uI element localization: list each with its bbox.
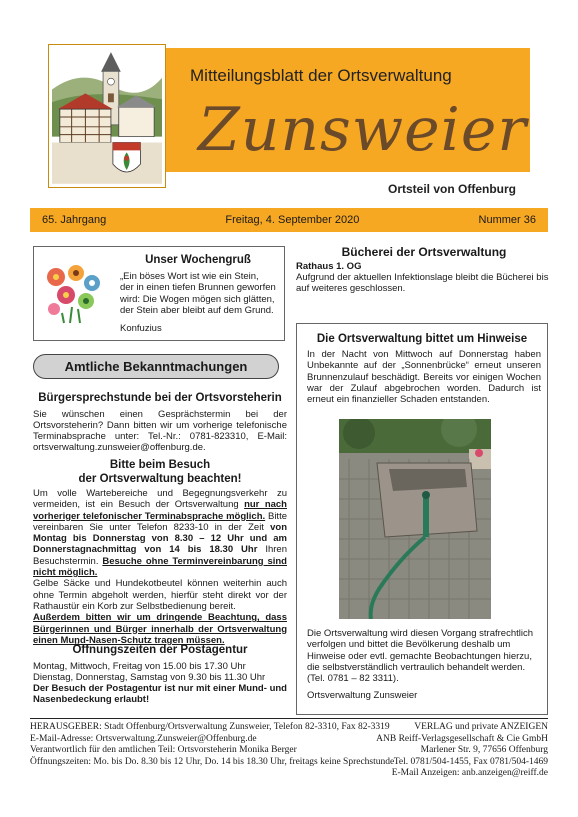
- damaged-fountain-photo: [339, 419, 491, 619]
- visit-notice-text: [33, 488, 287, 578]
- hint-request-box: [296, 323, 548, 715]
- saying-author: Konfuzius: [120, 323, 162, 334]
- visit-notice-hours-emphasis: von Montag bis Donnerstag von 8.30 – 12 Uhr und am Donnerstagnachmittag von 14 bis 18.30 Uhr: [33, 521, 287, 556]
- advertising-line: ANB Reiff-Verlagsgesellschaft & Cie GmbH: [376, 733, 548, 744]
- visit-notice-bags-text: Gelbe Säcke und Hundekotbeutel können weiterhin auch ohne Termin abgeholt werden, hierfür steht direkt vor der Rathaustür ein Korb zur Selbstbedienung bereit.: [33, 578, 287, 612]
- publisher-line: E-Mail-Adresse: Ortsverwaltung.Zunsweier@Offenburg.de: [30, 733, 257, 744]
- hint-signature: Ortsverwaltung Zunsweier: [307, 690, 418, 701]
- hint-text: In der Nacht von Mittwoch auf Donnerstag haben Unbekannte auf der „Sonnenbrücke“ erneut unseren Brunnenzulauf beschädigt. Bereits vor einigen Wochen war der Zulauf abgebrochen worden. Dadurch ist erneut ein finanzieller Schaden entstanden.: [307, 349, 541, 406]
- saying-line: der in einen tiefen Brunnen geworfen: [120, 282, 276, 294]
- saying-text: [120, 271, 282, 316]
- mayor-office-hours-text: Sie wünschen einen Gesprächstermin bei der Ortsvorsteherin? Dann bitten wir um vorherige telefonische Terminabsprache unter: Tel.-Nr.: 0781-823310, E-Mail: ortsverwaltung.zunsweier@offenburg.de.: [33, 408, 287, 454]
- visit-notice-appointment-emphasis: nur nach vorheriger telefonischer Terminabsprache möglich.: [33, 499, 287, 522]
- library-text: Aufgrund der aktuellen Infektionslage bleibt die Bücherei bis auf weiteres geschlossen.: [296, 272, 549, 295]
- masthead-district: Ortsteil von Offenburg: [387, 182, 516, 196]
- saying-line: der Stein aber bleibt auf dem Grund.: [120, 304, 274, 316]
- volume-label: 65. Jahrgang: [42, 214, 107, 226]
- weekly-saying-box: [33, 246, 285, 341]
- visit-notice-no-appointment-emphasis: Besuche ohne Terminvereinbarung sind nicht möglich.: [33, 555, 287, 579]
- visit-notice-mask-text: Außerdem bitten wir um dringende Beachtung, dass Bürgerinnen und Bürger innerhalb der Ortsverwaltung einen Mund-Nasen-Schutz tragen müssen.: [33, 612, 287, 646]
- hint-text-followup: Die Ortsverwaltung wird diesen Vorgang strafrechtlich verfolgen und bittet die Bevölkerung deshalb um Hinweise oder evtl. gemachte Beobachtungen hierzu, die selbstverständlich vertraulich behandelt werden. (Tel. 0781 – 82 3311).: [307, 628, 533, 685]
- advertising-line: Marlener Str. 9, 77656 Offenburg: [420, 745, 548, 755]
- issue-number: Nummer 36: [478, 214, 536, 226]
- village-crest-illustration: [48, 44, 166, 188]
- saying-title: Unser Wochengruß: [145, 254, 251, 266]
- issue-date: Freitag, 4. September 2020: [225, 214, 360, 226]
- masthead-subtitle: Mitteilungsblatt der Ortsverwaltung: [190, 66, 452, 85]
- footer-divider: [30, 718, 548, 719]
- advertising-line: Tel. 0781/504-1455, Fax 0781/504-1469: [393, 756, 548, 767]
- visit-notice-title-line: Bitte beim Besuch: [109, 459, 211, 471]
- visit-notice-title: [33, 459, 287, 486]
- visit-notice-article: [33, 459, 287, 646]
- saying-line: „Ein böses Wort ist wie ein Stein,: [120, 271, 259, 282]
- visit-notice-text-part: Ihren Besuchstermin.: [33, 544, 287, 567]
- advertising-info: [348, 722, 548, 780]
- postal-agency-mask-note: Der Besuch der Postagentur ist nur mit einer Mund- und Nasenbedeckung erlaubt!: [33, 683, 287, 706]
- visit-notice-text-part: Um volle Wartebereiche und Begegnungsverkehr zu vermeiden, ist ein Besuch der Ortsverwaltung: [33, 488, 287, 511]
- official-notices-banner: Amtliche Bekanntmachungen: [33, 354, 279, 379]
- publisher-line: Öffnungszeiten: Mo. bis Do. 8.30 bis 12 Uhr, Do. 14 bis 18.30 Uhr, freitags keine Sprechstunde: [30, 756, 395, 767]
- publisher-line: HERAUSGEBER: Stadt Offenburg/Ortsverwaltung Zunsweier, Telefon 82-3310, Fax 82-3319: [30, 722, 390, 732]
- postal-agency-hours-line: Montag, Mittwoch, Freitag von 15.00 bis 17.30 Uhr: [33, 660, 246, 672]
- visit-notice-text-part: Bitte vereinbaren Sie unter Telefon 8233-10 in der Zeit: [33, 510, 287, 533]
- publisher-line: Verantwortlich für den amtlichen Teil: Ortsvorsteherin Monika Berger: [30, 745, 297, 755]
- flowers-icon: [42, 261, 104, 325]
- postal-agency-article: [33, 644, 287, 706]
- saying-line: wird: Die Wogen mögen sich glätten,: [120, 293, 275, 305]
- library-subtitle: Rathaus 1. OG: [296, 261, 362, 272]
- hint-title: Die Ortsverwaltung bittet um Hinweise: [316, 333, 528, 345]
- postal-agency-hours-line: Dienstag, Donnerstag, Samstag von 9.30 bis 11.30 Uhr: [33, 671, 266, 683]
- postal-agency-title: Öffnungszeiten der Postagentur: [72, 644, 248, 656]
- masthead-title: Zunsweier: [198, 95, 528, 165]
- visit-notice-title-line: der Ortsverwaltung beachten!: [78, 472, 242, 485]
- library-title: Bücherei der Ortsverwaltung: [341, 245, 507, 259]
- advertising-line: VERLAG und private ANZEIGEN: [414, 722, 548, 732]
- advertising-line: E-Mail Anzeigen: anb.anzeigen@reiff.de: [391, 768, 548, 778]
- church-and-coat-of-arms-icon: [52, 48, 162, 184]
- mayor-office-hours-article: [33, 392, 287, 454]
- issue-info-bar: [30, 208, 548, 232]
- publisher-info: [30, 722, 395, 768]
- mayor-office-hours-title: Bürgersprechstunde bei der Ortsvorsteherin: [38, 392, 282, 404]
